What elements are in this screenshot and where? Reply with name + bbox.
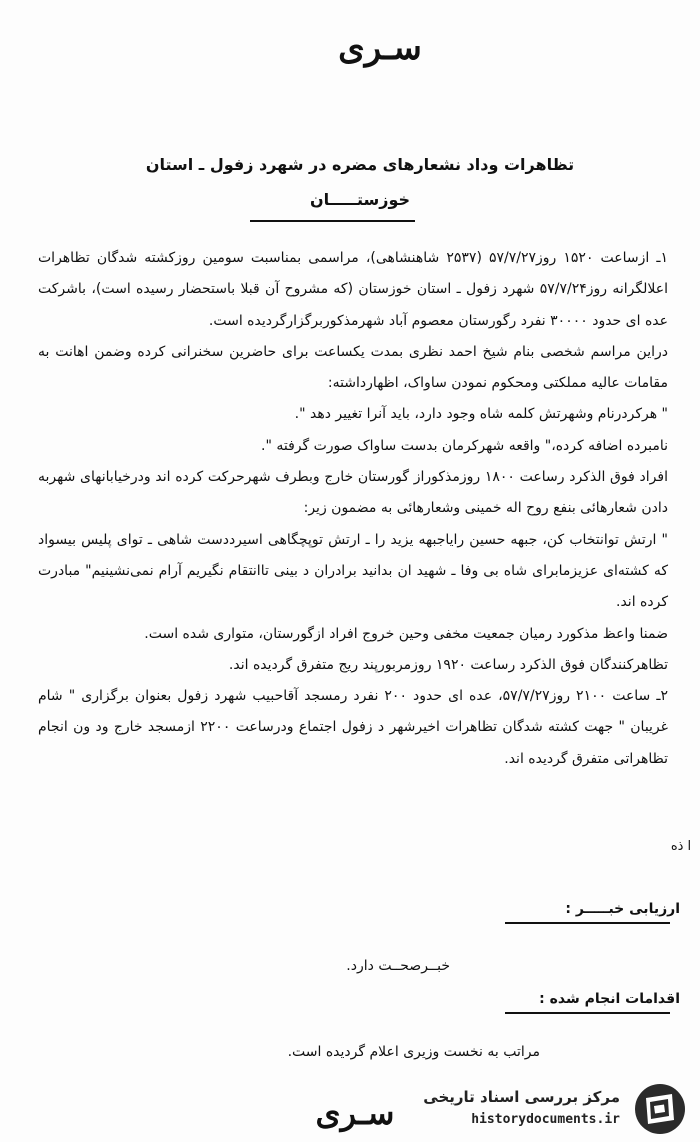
title-underline <box>250 220 415 222</box>
document-title-line1: تظاهرات وداد نشعارهای مضره در شهرد زفول ـ استان <box>145 155 575 174</box>
evaluation-heading: ارزیابی خبـــــر : <box>565 901 680 917</box>
actions-heading: اقدامات انجام شده : <box>539 991 680 1007</box>
paragraph-8: تظاهرکنندگان فوق الذکرد رساعت ۱۹۲۰ روزمربورپند ریج متفرق گردیده اند. <box>228 656 668 673</box>
report-body <box>38 243 668 775</box>
paragraph-5: افراد فوق الذکرد رساعت ۱۸۰۰ روزمذکوراز گورستان خارج وبطرف شهرحرکت کرده اند ودرخیابانهای شهربه دادن شعارهائی بنفع روح اله خمینی وشعارهائی به مضمون زیر: <box>38 469 668 517</box>
classification-stamp-top: سـری <box>338 28 422 68</box>
watermark-org-name: مرکز بررسی اسناد تاریخی <box>423 1088 620 1106</box>
paragraph-7: ضمنا واعظ مذکورد رمیان جمعیت مخفی وحین خروج افراد ازگورستان، متواری شده است. <box>144 625 668 642</box>
handwritten-margin-note: ا ذه <box>670 839 692 854</box>
evaluation-underline <box>505 922 670 924</box>
source-watermark <box>410 1080 698 1138</box>
classification-stamp-bottom: سـری <box>315 1094 395 1132</box>
paragraph-6-slogans: " ارتش توانتخاب کن، جبهه حسین رایاجبهه یزید را ـ ارتش توپچگاهی اسیرددست شاهی ـ توای پلیس بیسواد که کشته‌ای عزیزمابرای شاه بی وفا ـ شهید ان بدانید برادران د بینی تاانتقام نگیریم آرام نمی‌نشینیم" مبادرت کرده اند. <box>38 531 668 611</box>
actions-underline <box>505 1012 670 1014</box>
paragraph-3-quote: " هرکردرنام وشهرتش کلمه شاه وجود دارد، باید آنرا تغییر دهد ". <box>294 406 668 423</box>
archive-center-logo-icon <box>632 1082 688 1136</box>
actions-text: مراتب به نخست وزیری اعلام گردیده است. <box>287 1044 540 1060</box>
paragraph-4-quote: نامبرده اضافه کرده،" واقعه شهرکرمان بدست ساواک صورت گرفته ". <box>261 437 668 454</box>
document-title-line2: خوزستـــــان <box>309 190 411 209</box>
paragraph-9: ۲ـ ساعت ۲۱۰۰ روز۵۷/۷/۲۷، عده ای حدود ۲۰۰ نفرد رمسجد آقاحبیب شهرد زفول بعنوان برگزاری " شام غریبان " جهت کشته شدگان تظاهرات اخیرشهر د زفول اجتماع ودرساعت ۲۲۰۰ ازمسجد خارج ود ون انجام تظاهراتی متفرق گردیده اند. <box>38 688 668 767</box>
evaluation-text: خبــرصحــت دارد. <box>346 958 450 974</box>
paragraph-2: دراین مراسم شخصی بنام شیخ احمد نظری بمدت یکساعت برای حاضرین سخنرانی کرده وضمن اهانت به مقامات عالیه مملکتی ومحکوم نمودن ساواک، اظهارداشته: <box>38 343 668 392</box>
paragraph-1: ۱ـ ازساعت ۱۵۲۰ روز۵۷/۷/۲۷ (۲۵۳۷ شاهنشاهی)، مراسمی بمناسبت سومین روزکشته شدگان تظاهرات اعلالگرانه روز۵۷/۷/۲۴ شهرد زفول ـ استان خوزستان (که مشروح آن قبلا باستحضار رسیده است)، باشرکت عده ای حدود ۳۰۰۰۰ نفرد رگورستان معصوم آباد شهرمذکوربرگزارگردیده است. <box>38 250 669 329</box>
watermark-url: historydocuments.ir <box>471 1112 620 1127</box>
